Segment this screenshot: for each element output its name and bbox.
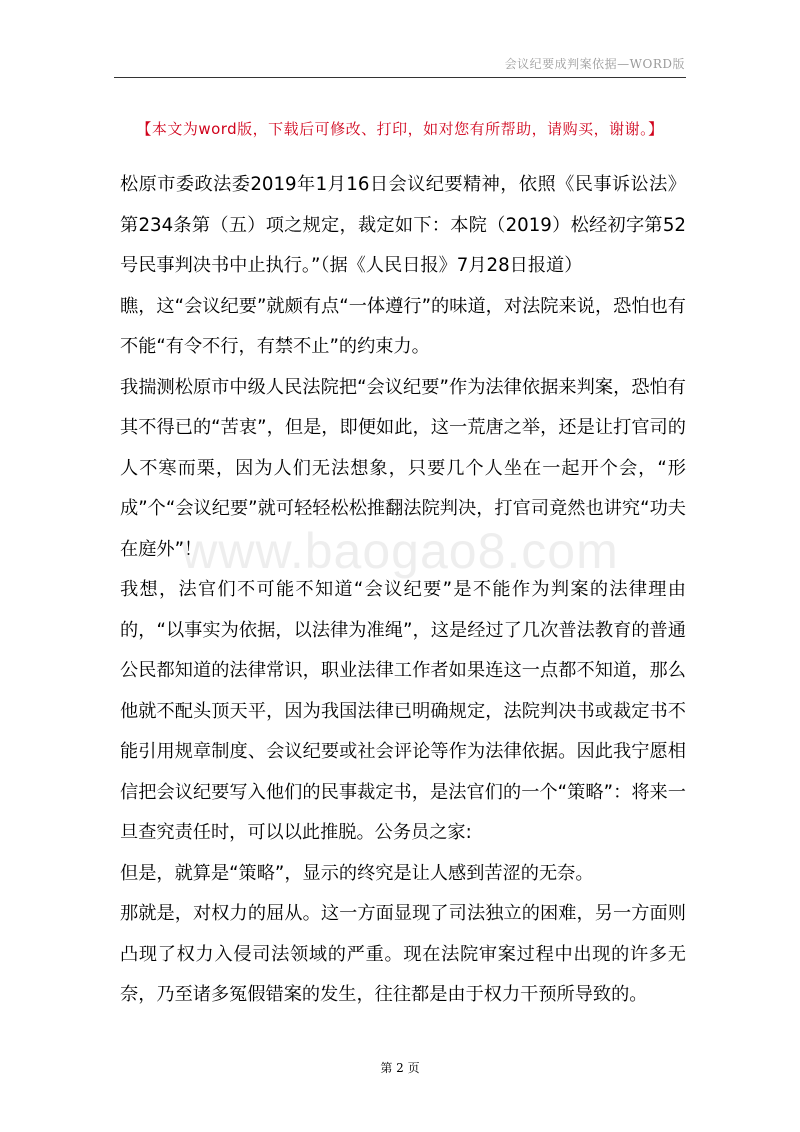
paragraph: 那就是，对权力的屈从。这一方面显现了司法独立的困难，另一方面则凸现了权力入侵司法领域的严重。现在法院审案过程中出现的许多无奈，乃至诸多冤假错案的发生，往往都是由于权力干预所导致的。 [120,903,686,1005]
paragraph: 我揣测松原市中级人民法院把“会议纪要”作为法律依据来判案，恐怕有其不得已的“苦衷”，但是，即便如此，这一荒唐之举，还是让打官司的人不寒而栗，因为人们无法想象，只要几个人坐在一起开个会，“形成”个“会议纪要”就可轻轻松松推翻法院判决，打官司竟然也讲究“功夫在庭外”！ [120,376,686,560]
paragraph: 但是，就算是“策略”，显示的终究是让人感到苦涩的无奈。 [120,862,594,884]
paragraph: 我想，法官们不可能不知道“会议纪要”是不能作为判案的法律理由的，“以事实为依据，以法律为准绳”，这是经过了几次普法教育的普通公民都知道的法律常识，职业法律工作者如果连这一点都不知道，那么他就不配头顶天平，因为我国法律已明确规定，法院判决书或裁定书不能引用规章制度、会议纪要或社会评论等作为法律依据。因此我宁愿相信把会议纪要写入他们的民事裁定书，是法官们的一个“策略”：将来一旦查究责任时，可以以此推脱。公务员之家: [120,579,686,843]
header-title: 会议纪要成判案依据—WORD版 [504,57,685,71]
purchase-notice: 【本文为word版，下载后可修改、打印，如对您有所帮助，请购买，谢谢。】 [136,120,664,138]
watermark: www.baogao8.com [181,523,619,579]
header-divider [114,77,686,78]
page-number: 第 2 页 [380,1061,420,1075]
paragraph: 瞧，这“会议纪要”就颇有点“一体遵行”的味道，对法院来说，恐怕也有不能“有令不行，有禁不止”的约束力。 [120,295,686,357]
paragraph: 松原市委政法委2019年1月16日会议纪要精神，依照《民事诉讼法》第234条第（五）项之规定，裁定如下：本院（2019）松经初字第52号民事判决书中止执行。”（据《人民日报》7月28日报道） [120,174,686,276]
document-body [120,165,686,1016]
